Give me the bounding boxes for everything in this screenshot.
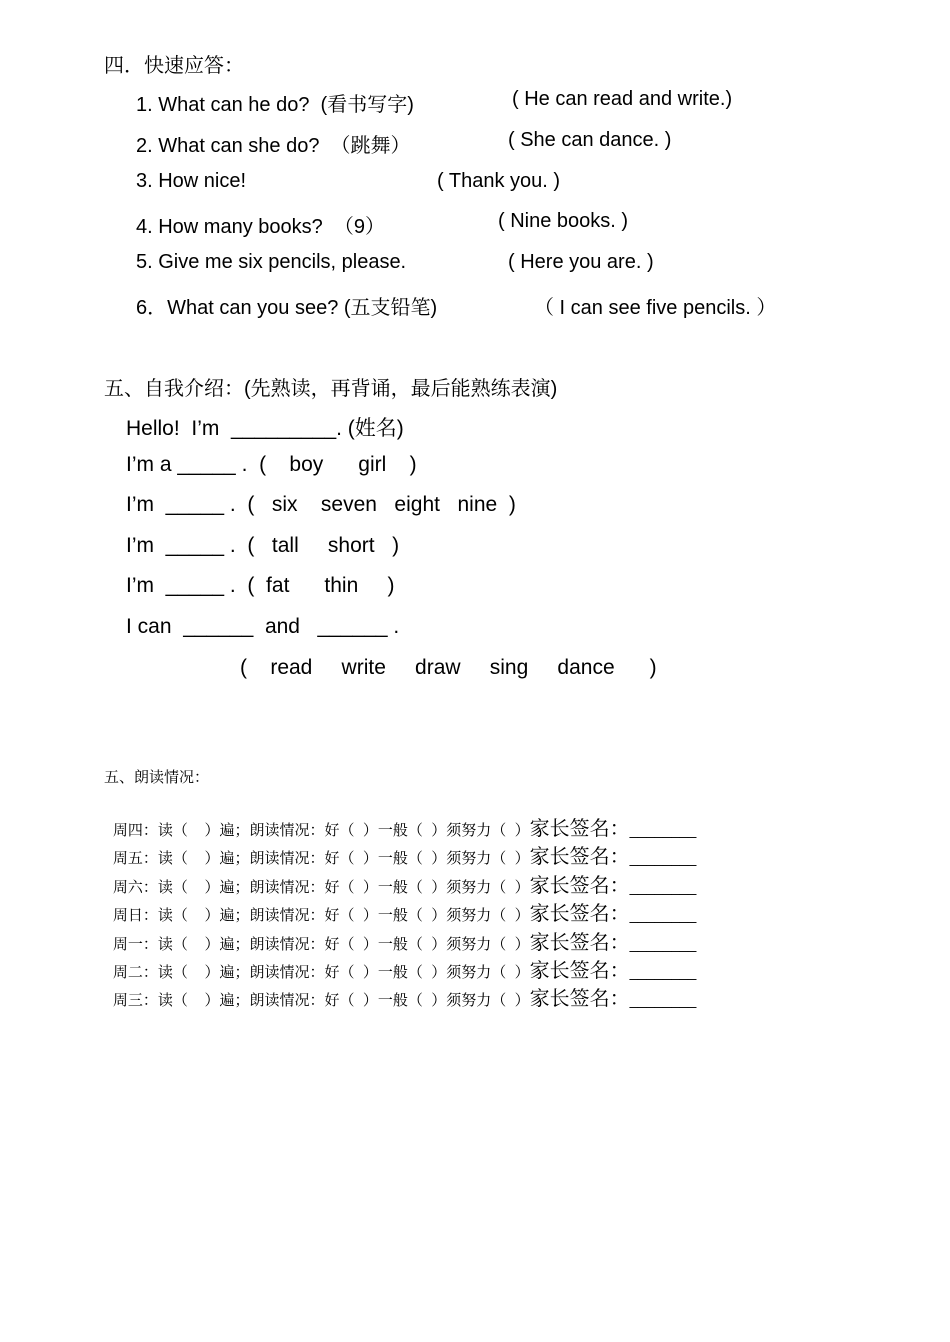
answer-5: ( Here you are. ) xyxy=(508,251,654,273)
reading-title: 五、朗读情况： xyxy=(104,769,210,786)
reading-row-text: 周二：读（ ）遍；朗读情况：好（ ）一般（ ）须努力（ ） xyxy=(112,964,530,981)
signature-label: 家长签名： xyxy=(529,903,630,925)
reading-row-text: 周五：读（ ）遍；朗读情况：好（ ）一般（ ）须努力（ ） xyxy=(112,850,530,867)
answer-2: ( She can dance. ) xyxy=(508,129,672,151)
signature-label: 家长签名： xyxy=(529,932,630,954)
signature-blank: ________ xyxy=(629,879,697,896)
question-4: 4. How many books? （9） xyxy=(136,216,385,238)
question-1: 1. What can he do? (看书写字) xyxy=(136,94,414,116)
reading-row xyxy=(104,964,696,1011)
reading-row-text: 周六：读（ ）遍；朗读情况：好（ ）一般（ ）须努力（ ） xyxy=(112,879,530,896)
question-2: 2. What can she do? （跳舞） xyxy=(136,135,411,157)
question-3: 3. How nice! xyxy=(136,170,247,192)
signature-label: 家长签名： xyxy=(529,846,630,868)
answer-1: ( He can read and write.) xyxy=(512,88,733,110)
answer-6: （ I can see five pencils. ） xyxy=(534,297,777,319)
signature-label: 家长签名： xyxy=(529,875,630,897)
signature-blank: ________ xyxy=(629,964,697,981)
intro-line-3: I’m _____ . ( six seven eight nine ) xyxy=(126,493,516,516)
section5-title: 五、自我介绍：(先熟读，再背诵，最后能熟练表演) xyxy=(104,378,558,400)
intro-line-1: Hello! I’m _________. (姓名) xyxy=(126,417,404,440)
answer-3: ( Thank you. ) xyxy=(437,170,561,192)
signature-blank: ________ xyxy=(629,822,697,839)
signature-blank: ________ xyxy=(629,907,697,924)
signature-blank: ________ xyxy=(629,992,697,1009)
intro-line-2: I’m a _____ . ( boy girl ) xyxy=(126,453,417,476)
signature-label: 家长签名： xyxy=(529,988,630,1010)
intro-line-5: I’m _____ . ( fat thin ) xyxy=(126,574,395,597)
signature-blank: ________ xyxy=(629,936,697,953)
reading-row-text: 周日：读（ ）遍；朗读情况：好（ ）一般（ ）须努力（ ） xyxy=(112,907,530,924)
signature-blank: ________ xyxy=(629,850,697,867)
answer-4: ( Nine books. ) xyxy=(498,210,629,232)
intro-options: ( read write draw sing dance ) xyxy=(240,656,657,679)
intro-line-6: I can ______ and ______ . xyxy=(126,615,400,638)
signature-label: 家长签名： xyxy=(529,960,630,982)
question-5: 5. Give me six pencils, please. xyxy=(136,251,407,273)
intro-line-4: I’m _____ . ( tall short ) xyxy=(126,534,400,557)
signature-label: 家长签名： xyxy=(529,818,630,840)
section4-title: 四．快速应答： xyxy=(104,55,244,77)
reading-row-text: 周一：读（ ）遍；朗读情况：好（ ）一般（ ）须努力（ ） xyxy=(112,936,530,953)
reading-row-text: 周四：读（ ）遍；朗读情况：好（ ）一般（ ）须努力（ ） xyxy=(112,822,530,839)
question-6: 6．What can you see? (五支铅笔) xyxy=(136,297,438,319)
reading-row-text: 周三：读（ ）遍；朗读情况：好（ ）一般（ ）须努力（ ） xyxy=(112,992,530,1009)
